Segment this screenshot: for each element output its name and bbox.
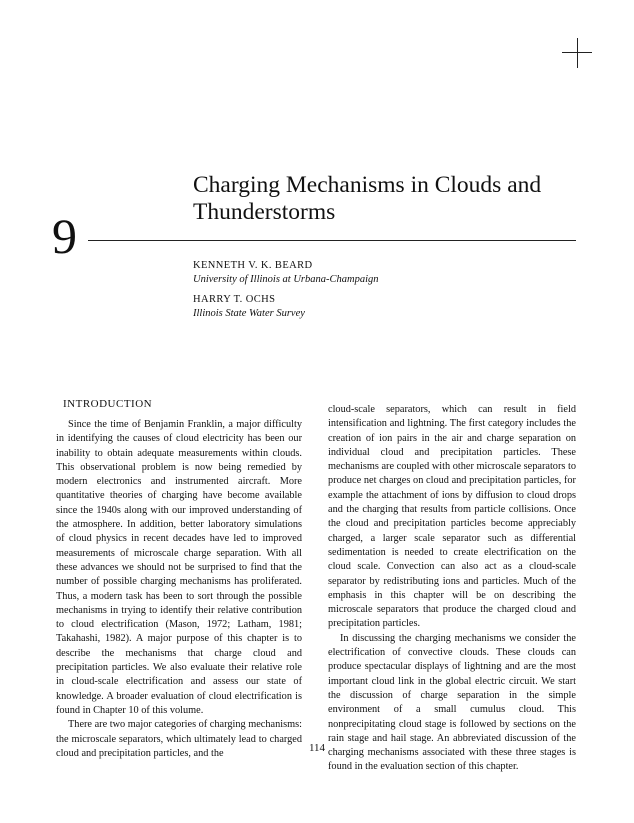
paragraph: Since the time of Benjamin Franklin, a major difficulty in identifying the causes of cloud electricity has been our inability to obtain adequate measurements within clouds. This observational problem is now being remedied by modern electronics and instrumented aircraft. More quantitative theories of charging have become available since the 1940s along with our improved understanding of the atmosphere. In addition, better laboratory simulations of cloud physics in recent decades have led to improved measurements of microscale charge separation. With all these advances we should not be surprised to find that the number of possible charging mechanisms has proliferated. Thus, a modern task has been to sort through the possible mechanisms in trying to identify their relative contribution to cloud electrification (Mason, 1972; Latham, 1981; Takahashi, 1982). A major purpose of this chapter is to describe the mechanisms that charge cloud and precipitation particles. We also evaluate their relative role in cloud-scale electrification and assess our state of knowledge. A broader evaluation of cloud electrification is found in Chapter 10 of this volume. — [56, 419, 302, 716]
page-number: 114 — [308, 742, 326, 754]
author-name-2: HARRY T. OCHS — [193, 294, 276, 305]
author-name-1: KENNETH V. K. BEARD — [193, 260, 313, 271]
author-affiliation-2: Illinois State Water Survey — [193, 308, 305, 319]
right-column — [328, 403, 576, 775]
paragraph: cloud-scale separators, which can result in field intensification and lightning. The first category includes the creation of ion pairs in the air and charge separation on individual cloud and precipitation particles. These mechanisms are coupled with other microscale separators to produce net charges on cloud and precipitation particles, for example the attachment of ions by diffusion to cloud drops and the charging that results from particle collisions. Once the cloud and precipitation particles become appreciably charged, a larger scale separator such as differential sedimentation is needed to create electrification on the cloud scale. Convection can also act as a cloud-scale separator by redistributing ions and particles. Much of the emphasis in this chapter will be on describing the microscale separators that produce the charged cloud and precipitation particles. — [328, 404, 576, 630]
paragraph: There are two major categories of charging mechanisms: the microscale separators, which ultimately lead to charged cloud and precipitation particles, and the — [56, 719, 302, 759]
paragraph: In discussing the charging mechanisms we consider the electrification of convective clouds. These clouds can produce spectacular displays of lightning and are the most important cloud link in the global electric circuit. We start the discussion of charge separation in the simple environment of a small cumulus cloud. This nonprecipitating cloud stage is followed by sections on the rain stage and hail stage. An abbreviated discussion of the charging mechanisms associated with these three stages is found in the evaluation section of this chapter. — [328, 632, 576, 773]
left-column — [56, 418, 302, 761]
author-affiliation-1: University of Illinois at Urbana-Champaign — [193, 274, 379, 285]
chapter-number: 9 — [52, 208, 77, 264]
section-heading: INTRODUCTION — [63, 398, 153, 410]
crop-mark — [562, 38, 592, 68]
crop-mark-vertical — [577, 38, 578, 68]
chapter-title: Charging Mechanisms in Clouds and Thunderstorms — [193, 172, 542, 225]
chapter-rule — [88, 240, 576, 241]
